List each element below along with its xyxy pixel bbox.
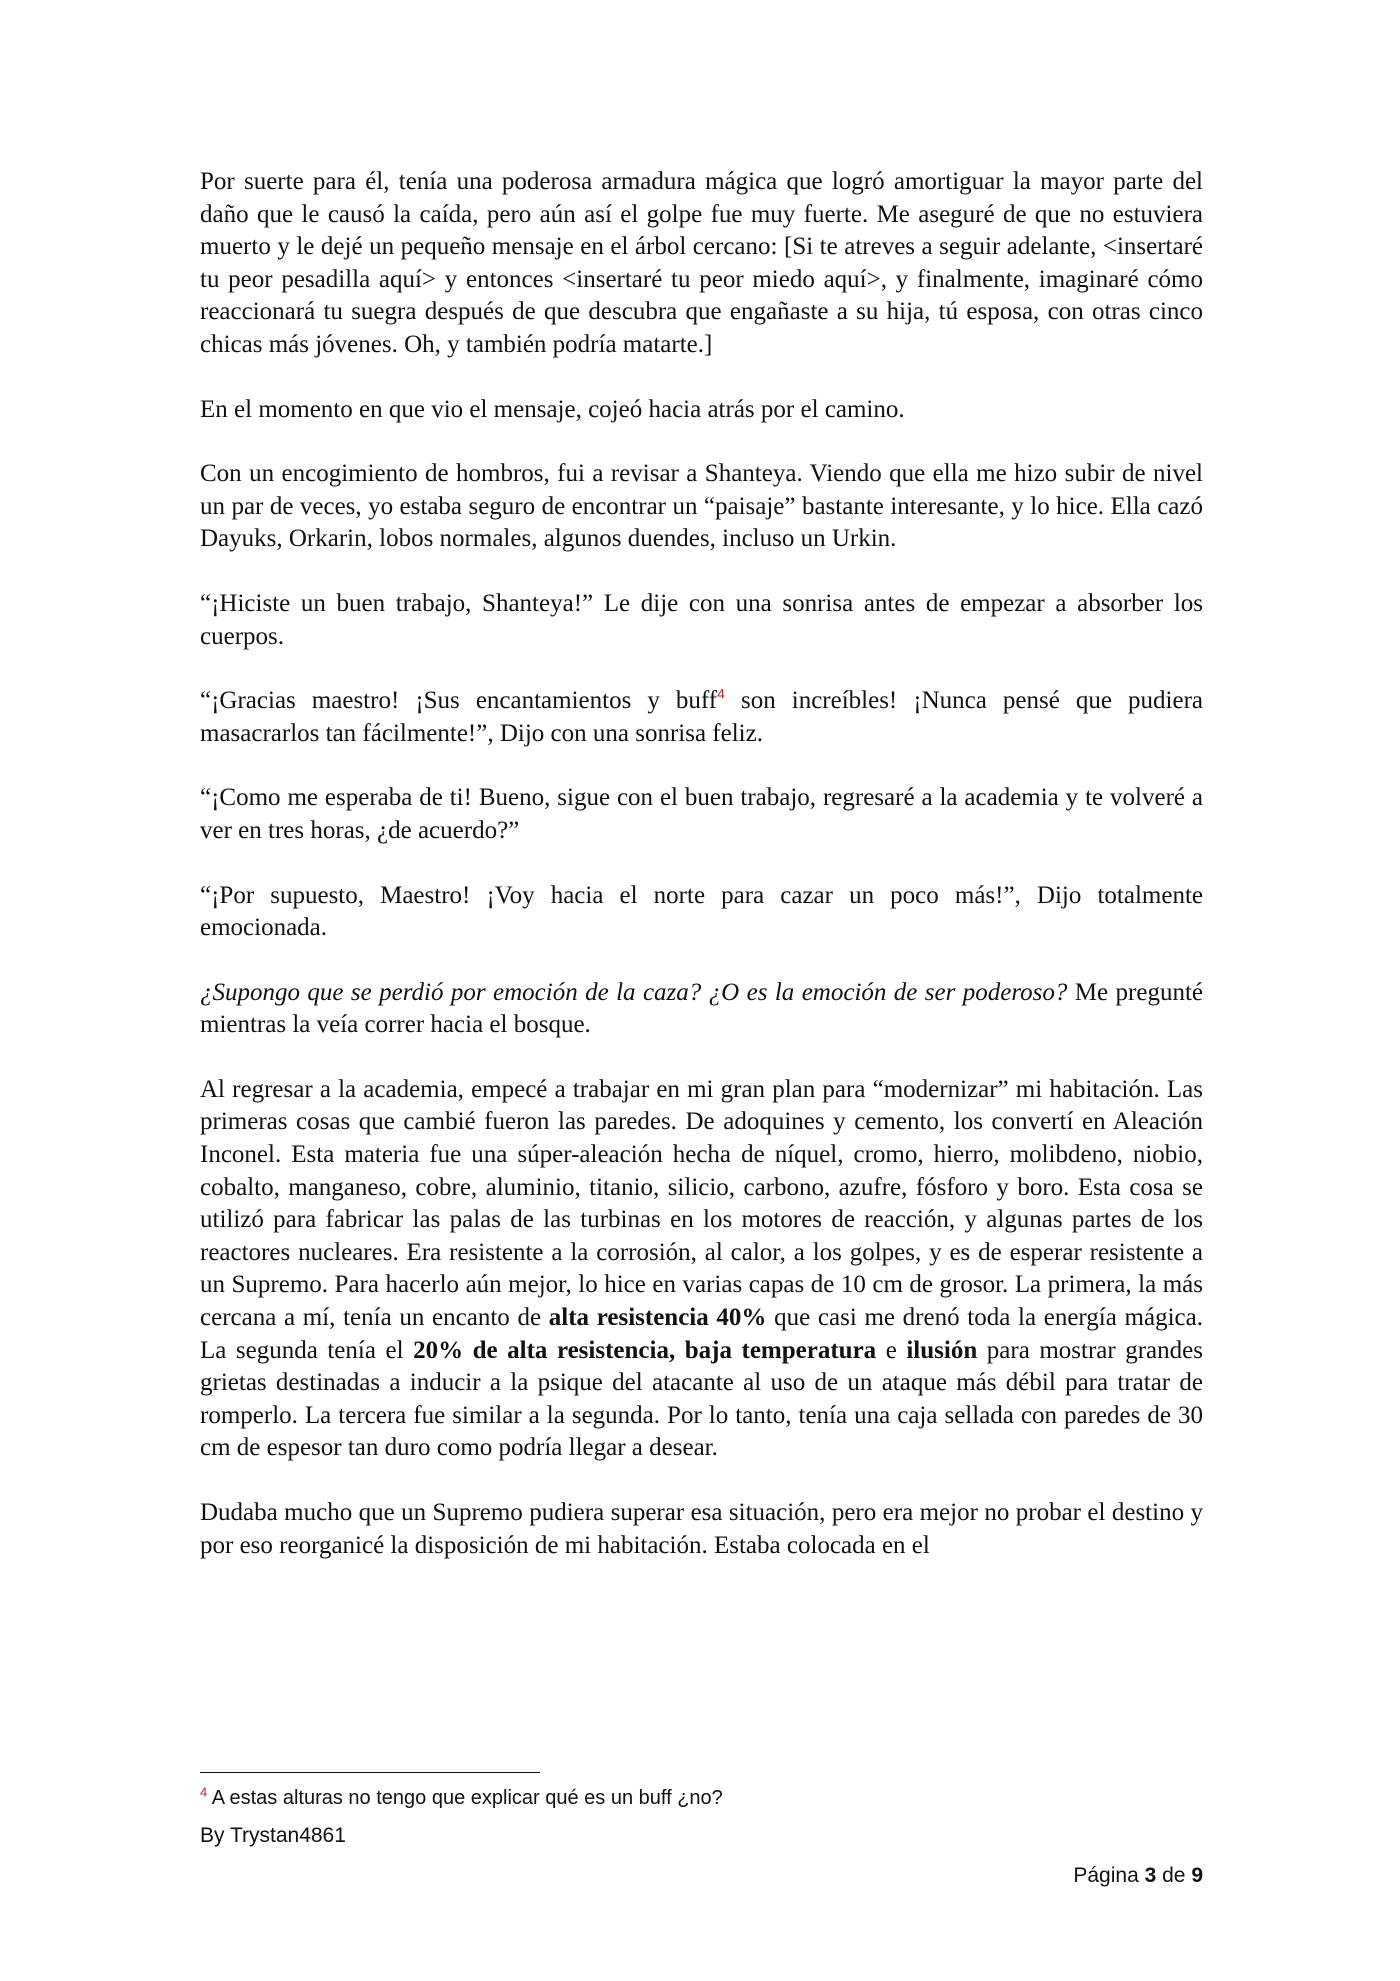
paragraph-1: Por suerte para él, tenía una poderosa armadura mágica que logró amortiguar la mayor parte del daño que le causó la caída, pero aún así el golpe fue muy fuerte. Me aseguré de que no estuviera muerto y le dejé un pequeño mensaje en el árbol cercano: [Si te atreves a seguir adelante, <insertaré tu peor pesadilla aquí> y entonces <insertaré tu peor miedo aquí>, y finalmente, imaginaré cómo reaccionará tu suegra después de que descubra que engañaste a su hija, tú esposa, con otras cinco chicas más jóvenes. Oh, y también podría matarte.] — [200, 168, 1203, 358]
paragraph-5-text-a: “¡Gracias maestro! ¡Sus encantamientos y buff — [200, 687, 718, 715]
paragraph-9-text-b: que casi me drenó toda la energía mágica. La segunda tenía el — [200, 1304, 1203, 1364]
body-text — [200, 166, 1203, 1594]
page-number — [1073, 1862, 1203, 1890]
page-number-label: Página — [1073, 1864, 1145, 1887]
paragraph-7: “¡Por supuesto, Maestro! ¡Voy hacia el norte para cazar un poco más!”, Dijo totalmente emocionada. — [200, 881, 1203, 942]
paragraph-5-text-b: son increíbles! ¡Nunca pensé que pudiera masacrarlos tan fácilmente!”, Dijo con una sonrisa feliz. — [200, 687, 1203, 747]
footnote-text: A estas alturas no tengo que explicar qué es un buff ¿no? — [207, 1787, 723, 1809]
paragraph-8-italic-thought: ¿Supongo que se perdió por emoción de la caza? ¿O es la emoción de ser poderoso? — [200, 978, 1068, 1006]
paragraph-8-text: Me pregunté mientras la veía correr hacia el bosque. — [200, 978, 1203, 1039]
paragraph-9-bold-2: 20% de alta resistencia, baja temperatura — [413, 1336, 877, 1364]
footnote-reference[interactable]: 4 — [717, 685, 725, 702]
paragraph-5 — [200, 685, 1203, 750]
paragraph-10: Dudaba mucho que un Supremo pudiera superar esa situación, pero era mejor no probar el destino y por eso reorganicé la disposición de mi habitación. Estaba colocada en el — [200, 1499, 1203, 1559]
paragraph-2: En el momento en que vio el mensaje, cojeó hacia atrás por el camino. — [200, 395, 905, 423]
paragraph-9-bold-3: ilusión — [906, 1336, 978, 1364]
footnote-number: 4 — [200, 1784, 208, 1800]
paragraph-4: “¡Hiciste un buen trabajo, Shanteya!” Le dije con una sonrisa antes de empezar a absorber los cuerpos. — [200, 589, 1203, 650]
page-number-separator: de — [1156, 1864, 1192, 1887]
paragraph-9 — [200, 1074, 1203, 1465]
paragraph-9-text-c: e — [876, 1336, 907, 1364]
paragraph-9-text-a: Al regresar a la academia, empecé a trabajar en mi gran plan para “modernizar” mi habitación. Las primeras cosas que cambié fueron las paredes. De adoquines y cemento, los convertí en Aleación Inconel. Esta materia fue una súper-aleación hecha de níquel, cromo, hierro, molibdeno, niobio, cobalto, manganeso, cobre, aluminio, titanio, silicio, carbono, azufre, fósforo y boro. Esta cosa se utilizó para fabricar las palas de las turbinas en los motores de reacción, y algunas partes de los reactores nucleares. Era resistente a la corrosión, al calor, a los golpes, y es de esperar resistente a un Supremo. Para hacerlo aún mejor, lo hice en varias capas de 10 cm de grosor. La primera, la más cercana a mí, tenía un encanto de — [200, 1075, 1203, 1332]
paragraph-8 — [200, 977, 1203, 1042]
author-credit: By Trystan4861 — [200, 1824, 346, 1847]
paragraph-9-bold-1: alta resistencia 40% — [548, 1304, 767, 1332]
paragraph-9-text-d: para mostrar grandes grietas destinadas a inducir a la psique del atacante al uso de un ataque más débil para tratar de romperlo. La tercera fue similar a la segunda. Por lo tanto, tenía una caja sellada con paredes de 30 cm de espesor tan duro como podría llegar a desear. — [200, 1336, 1203, 1462]
footnote — [200, 1784, 1200, 1812]
paragraph-3: Con un encogimiento de hombros, fui a revisar a Shanteya. Viendo que ella me hizo subir de nivel un par de veces, yo estaba seguro de encontrar un “paisaje” bastante interesante, y lo hice. Ella cazó Dayuks, Orkarin, lobos normales, algunos duendes, incluso un Urkin. — [200, 460, 1203, 553]
page-number-current: 3 — [1144, 1864, 1157, 1887]
paragraph-6: “¡Como me esperaba de ti! Bueno, sigue con el buen trabajo, regresaré a la academia y te volveré a ver en tres horas, ¿de acuerdo?” — [200, 784, 1203, 844]
page-number-total: 9 — [1191, 1864, 1203, 1887]
footnote-separator — [200, 1772, 540, 1773]
